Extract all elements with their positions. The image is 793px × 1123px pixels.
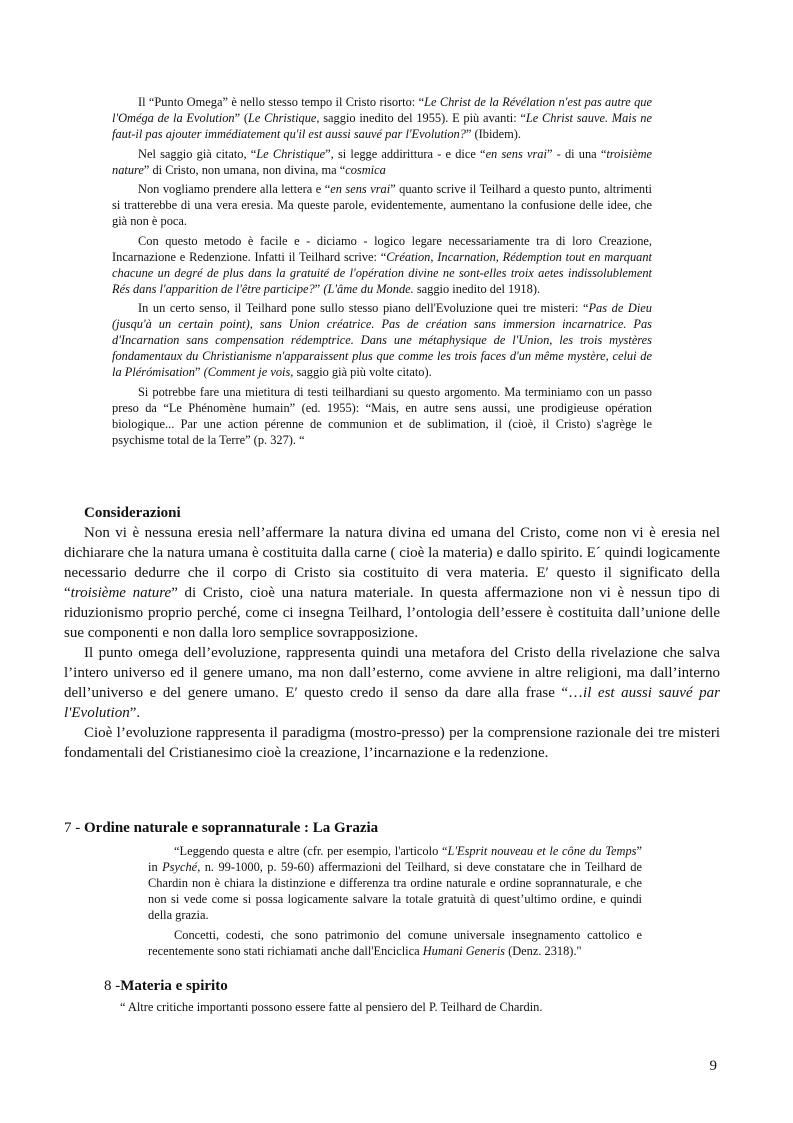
quote-paragraph: “Leggendo questa e altre (cfr. per esempio, l'articolo “L'Esprit nouveau et le cône du Temps” in Psyché, n. 99-1000, p. 59-60) affermazioni del Teilhard, si deve constatare che in Teilhard de Chardin non è chiara la distinzione e differenza tra ordine naturale e ordine soprannaturale, e che non si vede come si possa logicamente salvare la totale gratuità di quest’ultimo ordine, e quindi della grazia.	[148, 844, 642, 922]
section-8-text: “ Altre critiche importanti possono essere fatte al pensiero del P. Teilhard de Chardin.	[120, 1000, 543, 1014]
quote-block-grazia	[148, 843, 642, 963]
section-heading: Considerazioni	[84, 505, 181, 521]
section-title: Materia e spirito	[120, 978, 228, 994]
quote-block-teilhard	[112, 94, 652, 451]
section-7-heading	[64, 818, 664, 838]
section-number: 8 -	[104, 978, 121, 994]
quote-paragraph: Con questo metodo è facile e - diciamo - logico legare necessariamente tra di loro Creazione, Incarnazione e Redenzione. Infatti il Teilhard scrive: “Création, Incarnation, Rédemption tout en marquant chacune un degré de plus dans la gratuité de l'opération divine ne sont-elles troix aetes indissolublement Rés dans l'apparition de l'être participe?” (L'âme du Monde. saggio inedito del 1918).	[112, 233, 652, 296]
page-number: 9	[709, 1058, 717, 1074]
quote-paragraph: Nel saggio già citato, “Le Christique”, si legge addirittura - e dice “en sens vrai” - di una “troisième nature” di Cristo, non umana, non divina, ma “cosmica	[112, 146, 653, 177]
section-title: Ordine naturale e soprannaturale : La Grazia	[84, 820, 379, 836]
quote-paragraph: In un certo senso, il Teilhard pone sullo stesso piano dell'Evoluzione quei tre misteri: “Pas de Dieu (jusqu'à un certain point), sans Union créatrice. Pas de création sans immersion incarnatrice. Pas d'Incarnation sans compensation rédemptrice. Dans une métaphysique de l'Union, les trois mystères fondamentaux du Christianisme n'apparaissent plus que comme les trois faces d'un même mystère, celui de la Plérómisation” (Comment je vois, saggio già più volte citato).	[112, 301, 652, 379]
section-8-heading	[104, 976, 604, 996]
quote-paragraph: Non vogliamo prendere alla lettera e “en sens vrai” quanto scrive il Teilhard a questo punto, altrimenti si tratterebbe di una vera eresia. Ma queste parole, evidentemente, aumentano la confusione delle idee, che già non è poca.	[112, 182, 652, 228]
body-paragraph: Non vi è nessuna eresia nell’affermare la natura divina ed umana del Cristo, come non vi è eresia nel dichiarare che la natura umana è costituita dalla carne ( cioè la materia) e dallo spirito. E´ quindi logicamente necessario dedurre che il corpo di Cristo sia costituito di vera materia. E′ questo il significato della “troisième nature” di Cristo, cioè una natura materiale. In questa affermazione non vi è nessun tipo di riduzionismo proprio perché, come ci insegna Teilhard, l’ontologia dell’essere è costituita dall’unione delle sue componenti e non dalla loro semplice sovrapposizione.	[64, 525, 720, 641]
considerazioni-section	[64, 503, 720, 763]
quote-paragraph: Il “Punto Omega” è nello stesso tempo il Cristo risorto: “Le Christ de la Révélation n'est pas autre que l'Oméga de la Evolution” (Le Christique, saggio inedito del 1955). E più avanti: “Le Christ sauve. Mais ne faut-il pas ajouter immédiatement qu'il est aussi sauvé par l'Evolution?” (Ibidem).	[112, 95, 652, 141]
section-number: 7 -	[64, 820, 84, 836]
quote-paragraph: Concetti, codesti, che sono patrimonio del comune universale insegnamento cattolico e recentemente sono stati richiamati anche dall'Enciclica Humani Generis (Denz. 2318)."	[148, 928, 642, 958]
body-paragraph: Il punto omega dell’evoluzione, rappresenta quindi una metafora del Cristo della rivelazione che salva l’intero universo ed il genere umano, ma non dall’esterno, come avviene in altre religioni, ma dall’interno dell’universo e del genere umano. E′ questo credo il senso da dare alla frase “…il est aussi sauvé par l'Evolution”.	[64, 645, 720, 721]
body-paragraph: Cioè l’evoluzione rappresenta il paradigma (mostro-presso) per la comprensione razionale dei tre misteri fondamentali del Cristianesimo cioè la creazione, l’incarnazione e la redenzione.	[64, 725, 720, 761]
quote-paragraph: Si potrebbe fare una mietitura di testi teilhardiani su questo argomento. Ma terminiamo con un passo preso da “Le Phénomène humain” (ed. 1955): “Mais, en autre sens aussi, une prodigieuse opération biologique... Par une action pérenne de communion et de sublimation, il (cioè, il Cristo) s'agrège le psychisme total de la Terre” (p. 327). “	[112, 384, 652, 447]
